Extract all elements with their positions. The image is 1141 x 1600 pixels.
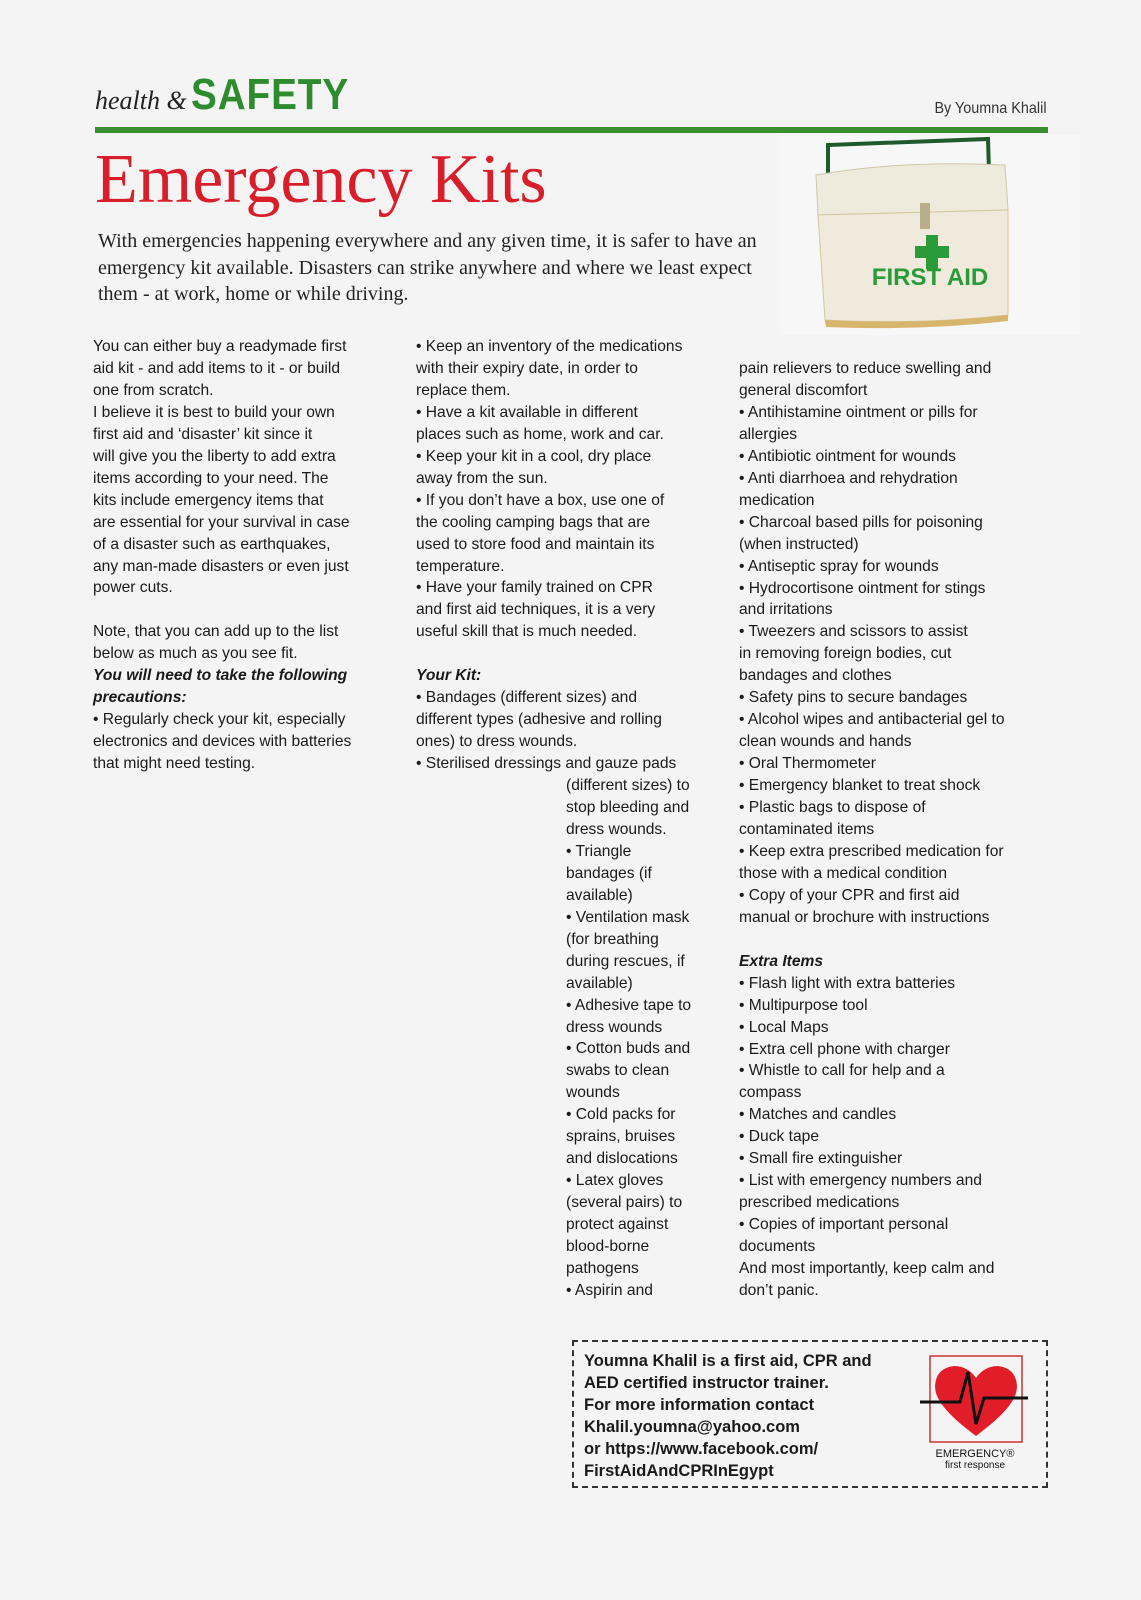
section-header: [95, 70, 371, 120]
text-line: • Antiseptic spray for wounds: [739, 557, 939, 575]
column-3: [739, 358, 1005, 1302]
text-line: first aid and ‘disaster’ kit since it: [93, 425, 313, 443]
text-line: one from scratch.: [93, 381, 214, 399]
column-heading: Your Kit:: [416, 667, 482, 685]
text-line: are essential for your survival in case: [93, 513, 350, 531]
emergency-first-response-logo: [920, 1354, 1030, 1474]
spacer: [739, 929, 1005, 951]
text-line: • Keep an inventory of the medications: [416, 338, 683, 355]
text-line: will give you the liberty to add extra: [93, 447, 336, 465]
text-line: protect against: [566, 1216, 669, 1234]
text-line: (for breathing: [566, 930, 659, 948]
text-line: dress wounds: [566, 1018, 663, 1036]
text-line: prescribed medications: [739, 1194, 900, 1212]
text-line: useful skill that is much needed.: [416, 623, 638, 641]
text-line: (different sizes) to: [566, 777, 690, 795]
text-line: (when instructed): [739, 535, 859, 553]
section-name: SAFETY: [191, 70, 350, 119]
bio-line: AED certified instructor trainer.: [584, 1374, 829, 1392]
text-line: • Latex gloves: [566, 1172, 664, 1190]
contact-link[interactable]: or https://www.facebook.com/: [584, 1440, 819, 1458]
text-line: of a disaster such as earthquakes,: [93, 535, 331, 553]
author-bio: [584, 1350, 872, 1482]
text-line: dress wounds.: [566, 820, 667, 838]
text-line: • Multipurpose tool: [739, 996, 868, 1014]
text-line: • Copy of your CPR and first aid: [739, 886, 960, 904]
text-line: Note, that you can add up to the list: [93, 623, 339, 641]
text-line: with their expiry date, in order to: [416, 359, 638, 377]
text-line: don’t panic.: [739, 1282, 819, 1300]
text-line: You can either buy a readymade first: [93, 338, 347, 355]
text-line: pain relievers to reduce swelling and: [739, 360, 992, 377]
text-line: • Antibiotic ointment for wounds: [739, 447, 956, 465]
text-line: • Adhesive tape to: [566, 996, 692, 1014]
article-intro: With emergencies happening everywhere and any given time, it is safer to have an emergency kit available. Disasters can strike anywhere and where we least expect them - at work, home or while driving.: [98, 230, 757, 305]
text-line: away from the sun.: [416, 469, 548, 487]
text-line: • Keep your kit in a cool, dry place: [416, 447, 652, 465]
text-line: • Cotton buds and: [566, 1040, 691, 1058]
text-line: and irritations: [739, 601, 833, 619]
text-line: bandages and clothes: [739, 667, 892, 685]
text-line: • Cold packs for: [566, 1106, 676, 1124]
text-line: • Aspirin and: [566, 1281, 653, 1299]
text-line: pathogens: [566, 1260, 639, 1278]
column-heading: Extra Items: [739, 952, 824, 970]
text-line: power cuts.: [93, 579, 173, 597]
text-line: • Have a kit available in different: [416, 403, 638, 421]
text-line: items according to your need. The: [93, 469, 329, 487]
first-aid-label: FIRST AID: [871, 264, 989, 291]
column-heading: precautions:: [93, 689, 187, 707]
text-line: • Oral Thermometer: [739, 755, 876, 773]
text-line: (several pairs) to: [566, 1194, 683, 1212]
text-line: documents: [739, 1238, 816, 1256]
spacer: [416, 643, 691, 665]
text-line: • If you don’t have a box, use one of: [416, 491, 665, 509]
column-1: [93, 336, 351, 775]
text-line: during rescues, if: [566, 952, 685, 970]
article-title: Emergency Kits: [95, 141, 547, 218]
text-line: • Copies of important personal: [739, 1216, 949, 1234]
byline: By Youmna Khalil: [934, 100, 1047, 117]
section-prefix: health &: [95, 86, 187, 115]
header-rule: [95, 127, 1048, 133]
text-line: • Small fire extinguisher: [739, 1150, 903, 1168]
text-line: kits include emergency items that: [93, 491, 324, 509]
text-line: that might need testing.: [93, 755, 256, 773]
text-line: blood-borne: [566, 1238, 650, 1256]
text-line: aid kit - and add items to it - or build: [93, 359, 341, 377]
bio-line: Youmna Khalil is a first aid, CPR and: [584, 1352, 872, 1370]
text-line: • Keep extra prescribed medication for: [739, 842, 1004, 860]
text-line: • Local Maps: [739, 1018, 829, 1036]
text-line: available): [566, 974, 633, 992]
text-line: • Ventilation mask: [566, 908, 690, 926]
text-line: bandages (if: [566, 864, 652, 882]
text-line: • Whistle to call for help and a: [739, 1062, 945, 1080]
text-line: • Duck tape: [739, 1128, 820, 1146]
text-line: • Emergency blanket to treat shock: [739, 777, 981, 795]
bio-line: For more information contact: [584, 1396, 815, 1414]
text-line: compass: [739, 1084, 802, 1102]
text-line: medication: [739, 491, 815, 509]
author-info-box: [572, 1340, 1048, 1488]
column-heading: You will need to take the following: [93, 667, 348, 685]
text-line: available): [566, 886, 633, 904]
text-line: I believe it is best to build your own: [93, 403, 335, 421]
text-line: below as much as you see fit.: [93, 645, 298, 663]
text-line: • Antihistamine ointment or pills for: [739, 403, 978, 421]
contact-email[interactable]: Khalil.youmna@yahoo.com: [584, 1418, 800, 1436]
text-line: • Tweezers and scissors to assist: [739, 623, 968, 641]
text-line: any man-made disasters or even just: [93, 557, 349, 575]
text-line: used to store food and maintain its: [416, 535, 655, 553]
text-line: different types (adhesive and rolling: [416, 711, 662, 729]
column-2: [416, 336, 691, 1302]
text-line: temperature.: [416, 557, 505, 575]
text-line: • Hydrocortisone ointment for stings: [739, 579, 986, 597]
text-line: • Have your family trained on CPR: [416, 579, 653, 597]
text-line: electronics and devices with batteries: [93, 733, 352, 751]
text-line: And most importantly, keep calm and: [739, 1260, 995, 1278]
text-line: • Sterilised dressings and gauze pads: [416, 755, 677, 773]
text-line: manual or brochure with instructions: [739, 908, 990, 926]
text-line: • Triangle: [566, 842, 632, 860]
text-line: those with a medical condition: [739, 864, 948, 882]
spacer: [93, 599, 351, 621]
text-line: stop bleeding and: [566, 799, 690, 816]
text-line: • Regularly check your kit, especially: [93, 711, 346, 729]
text-line: and first aid techniques, it is a very: [416, 601, 656, 619]
heart-pulse-icon: [920, 1354, 1030, 1474]
first-aid-box-image: [780, 135, 1080, 335]
text-line: sprains, bruises: [566, 1128, 676, 1146]
text-line: the cooling camping bags that are: [416, 513, 651, 531]
svg-text:first response: first response: [944, 1460, 1006, 1471]
text-line: • Alcohol wipes and antibacterial gel to: [739, 711, 1005, 729]
text-line: • Matches and candles: [739, 1106, 897, 1124]
contact-link[interactable]: FirstAidAndCPRInEgypt: [584, 1462, 774, 1480]
text-line: • List with emergency numbers and: [739, 1172, 982, 1190]
text-line: swabs to clean: [566, 1062, 670, 1080]
text-line: allergies: [739, 425, 798, 443]
text-line: in removing foreign bodies, cut: [739, 645, 952, 663]
text-line: • Flash light with extra batteries: [739, 974, 956, 992]
text-line: and dislocations: [566, 1150, 678, 1168]
text-line: • Plastic bags to dispose of: [739, 799, 926, 817]
text-line: • Extra cell phone with charger: [739, 1040, 950, 1058]
text-line: clean wounds and hands: [739, 733, 912, 751]
text-line: • Charcoal based pills for poisoning: [739, 513, 983, 531]
text-line: general discomfort: [739, 381, 868, 399]
text-line: ones) to dress wounds.: [416, 733, 578, 751]
text-line: • Safety pins to secure bandages: [739, 689, 968, 707]
text-line: replace them.: [416, 381, 511, 399]
text-line: places such as home, work and car.: [416, 425, 664, 443]
text-line: wounds: [566, 1084, 620, 1102]
text-line: contaminated items: [739, 821, 875, 839]
text-line: • Bandages (different sizes) and: [416, 689, 638, 707]
text-line: • Anti diarrhoea and rehydration: [739, 469, 958, 487]
svg-text:EMERGENCY®: EMERGENCY®: [935, 1448, 1015, 1460]
